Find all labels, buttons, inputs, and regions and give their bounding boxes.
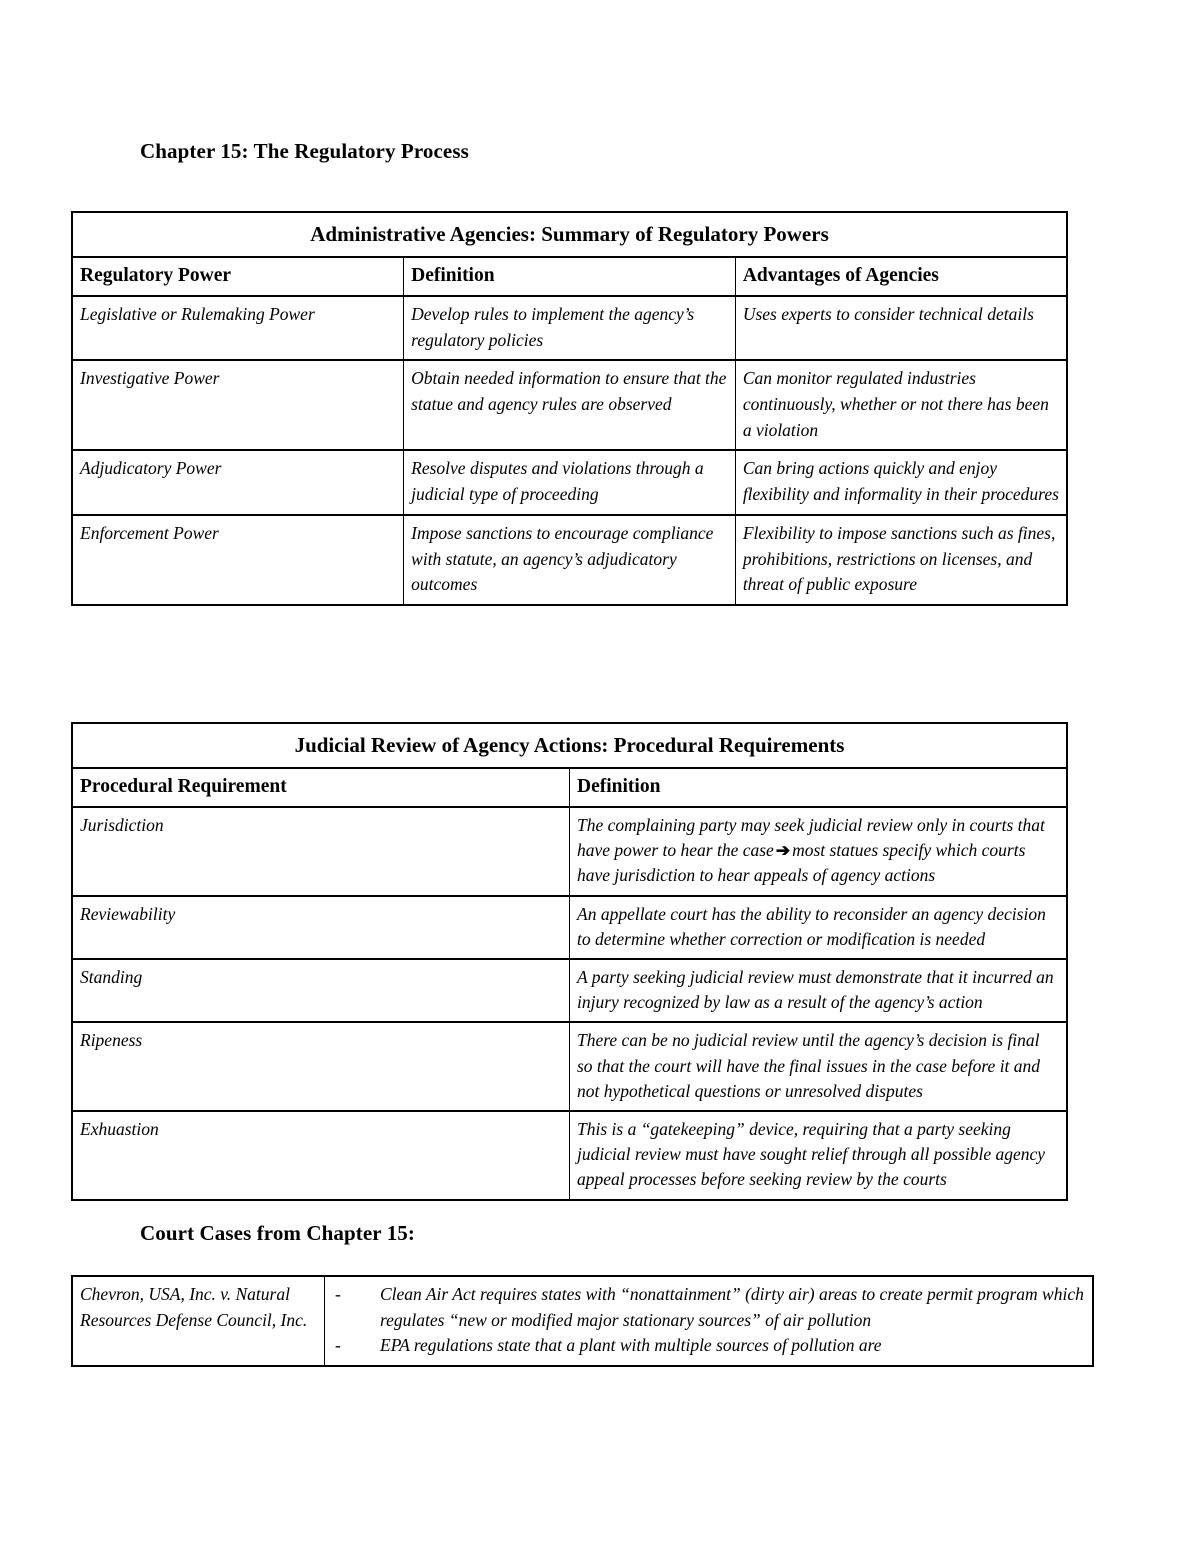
cell-power: Legislative or Rulemaking Power [72, 296, 404, 360]
column-header-definition: Definition [404, 257, 736, 296]
table-row [72, 1022, 1067, 1111]
definition-text-part2: most statues specify which courts have jurisdiction to hear appeals of agency actions [577, 839, 1026, 886]
dash-bullet-icon: - [335, 1284, 341, 1304]
cell-advantage: Flexibility to impose sanctions such as fines, prohibitions, restrictions on licenses, and threat of public exposure [735, 515, 1067, 605]
table-judicial-review-banner: Judicial Review of Agency Actions: Procedural Requirements [72, 723, 1067, 768]
column-header-definition: Definition [570, 768, 1068, 807]
table-banner-row [72, 212, 1067, 257]
table-header-row [72, 768, 1067, 807]
cell-definition: An appellate court has the ability to reconsider an agency decision to determine whether correction or modification is needed [570, 896, 1068, 959]
table-row [72, 1111, 1067, 1200]
table-powers-banner: Administrative Agencies: Summary of Regulatory Powers [72, 212, 1067, 257]
cell-definition [570, 807, 1068, 896]
cell-power: Investigative Power [72, 360, 404, 450]
table-row [72, 296, 1067, 360]
cell-definition: Obtain needed information to ensure that the statue and agency rules are observed [404, 360, 736, 450]
definition-text-part1: The complaining party may seek judicial review only in courts that have power to hear the case [577, 814, 1045, 860]
cell-power: Adjudicatory Power [72, 450, 404, 514]
cell-case-points [325, 1276, 1094, 1366]
cell-power: Enforcement Power [72, 515, 404, 605]
cell-requirement: Jurisdiction [72, 807, 570, 896]
column-header-regulatory-power: Regulatory Power [72, 257, 404, 296]
table-row [72, 450, 1067, 514]
cell-definition: Develop rules to implement the agency’s regulatory policies [404, 296, 736, 360]
column-header-procedural-requirement: Procedural Requirement [72, 768, 570, 807]
cell-definition: Resolve disputes and violations through a judicial type of proceeding [404, 450, 736, 514]
cell-definition: There can be no judicial review until the agency’s decision is final so that the court will have the final issues in the case before it and not hypothetical questions or unresolved disputes [570, 1022, 1068, 1111]
table-row [72, 515, 1067, 605]
cell-case-name: Chevron, USA, Inc. v. Natural Resources Defense Council, Inc. [72, 1276, 325, 1366]
cell-requirement: Standing [72, 959, 570, 1022]
cell-definition: This is a “gatekeeping” device, requiring that a party seeking judicial review must have sought relief through all possible agency appeal processes before seeking review by the courts [570, 1111, 1068, 1200]
table-header-row [72, 257, 1067, 296]
table-administrative-agencies [71, 211, 1068, 606]
table-judicial-review [71, 722, 1068, 1201]
list-item-text: Clean Air Act requires states with “nonattainment” (dirty air) areas to create permit program which regulates “new or modified major stationary sources” of air pollution [380, 1284, 1084, 1330]
right-arrow-icon: ➔ [775, 840, 791, 860]
table-row [72, 1276, 1093, 1366]
table-banner-row [72, 723, 1067, 768]
bullet-list [325, 1282, 1088, 1359]
list-item [325, 1282, 1088, 1333]
dash-bullet-icon: - [335, 1335, 341, 1356]
list-item-text: EPA regulations state that a plant with multiple sources of pollution are [380, 1335, 882, 1356]
page-title: Chapter 15: The Regulatory Process [140, 139, 469, 163]
cell-definition: A party seeking judicial review must demonstrate that it incurred an injury recognized by law as a result of the agency’s action [570, 959, 1068, 1022]
column-header-advantages: Advantages of Agencies [735, 257, 1067, 296]
cell-requirement: Exhuastion [72, 1111, 570, 1200]
cell-advantage: Can monitor regulated industries continuously, whether or not there has been a violation [735, 360, 1067, 450]
table-court-cases [71, 1275, 1094, 1367]
list-item [325, 1333, 1088, 1359]
table-row [72, 360, 1067, 450]
section-heading-court-cases: Court Cases from Chapter 15: [140, 1221, 415, 1245]
table-row [72, 896, 1067, 959]
cell-advantage: Can bring actions quickly and enjoy flexibility and informality in their procedures [735, 450, 1067, 514]
cell-advantage: Uses experts to consider technical details [735, 296, 1067, 360]
table-row [72, 807, 1067, 896]
cell-requirement: Ripeness [72, 1022, 570, 1111]
table-row [72, 959, 1067, 1022]
cell-definition: Impose sanctions to encourage compliance with statute, an agency’s adjudicatory outcomes [404, 515, 736, 605]
cell-requirement: Reviewability [72, 896, 570, 959]
